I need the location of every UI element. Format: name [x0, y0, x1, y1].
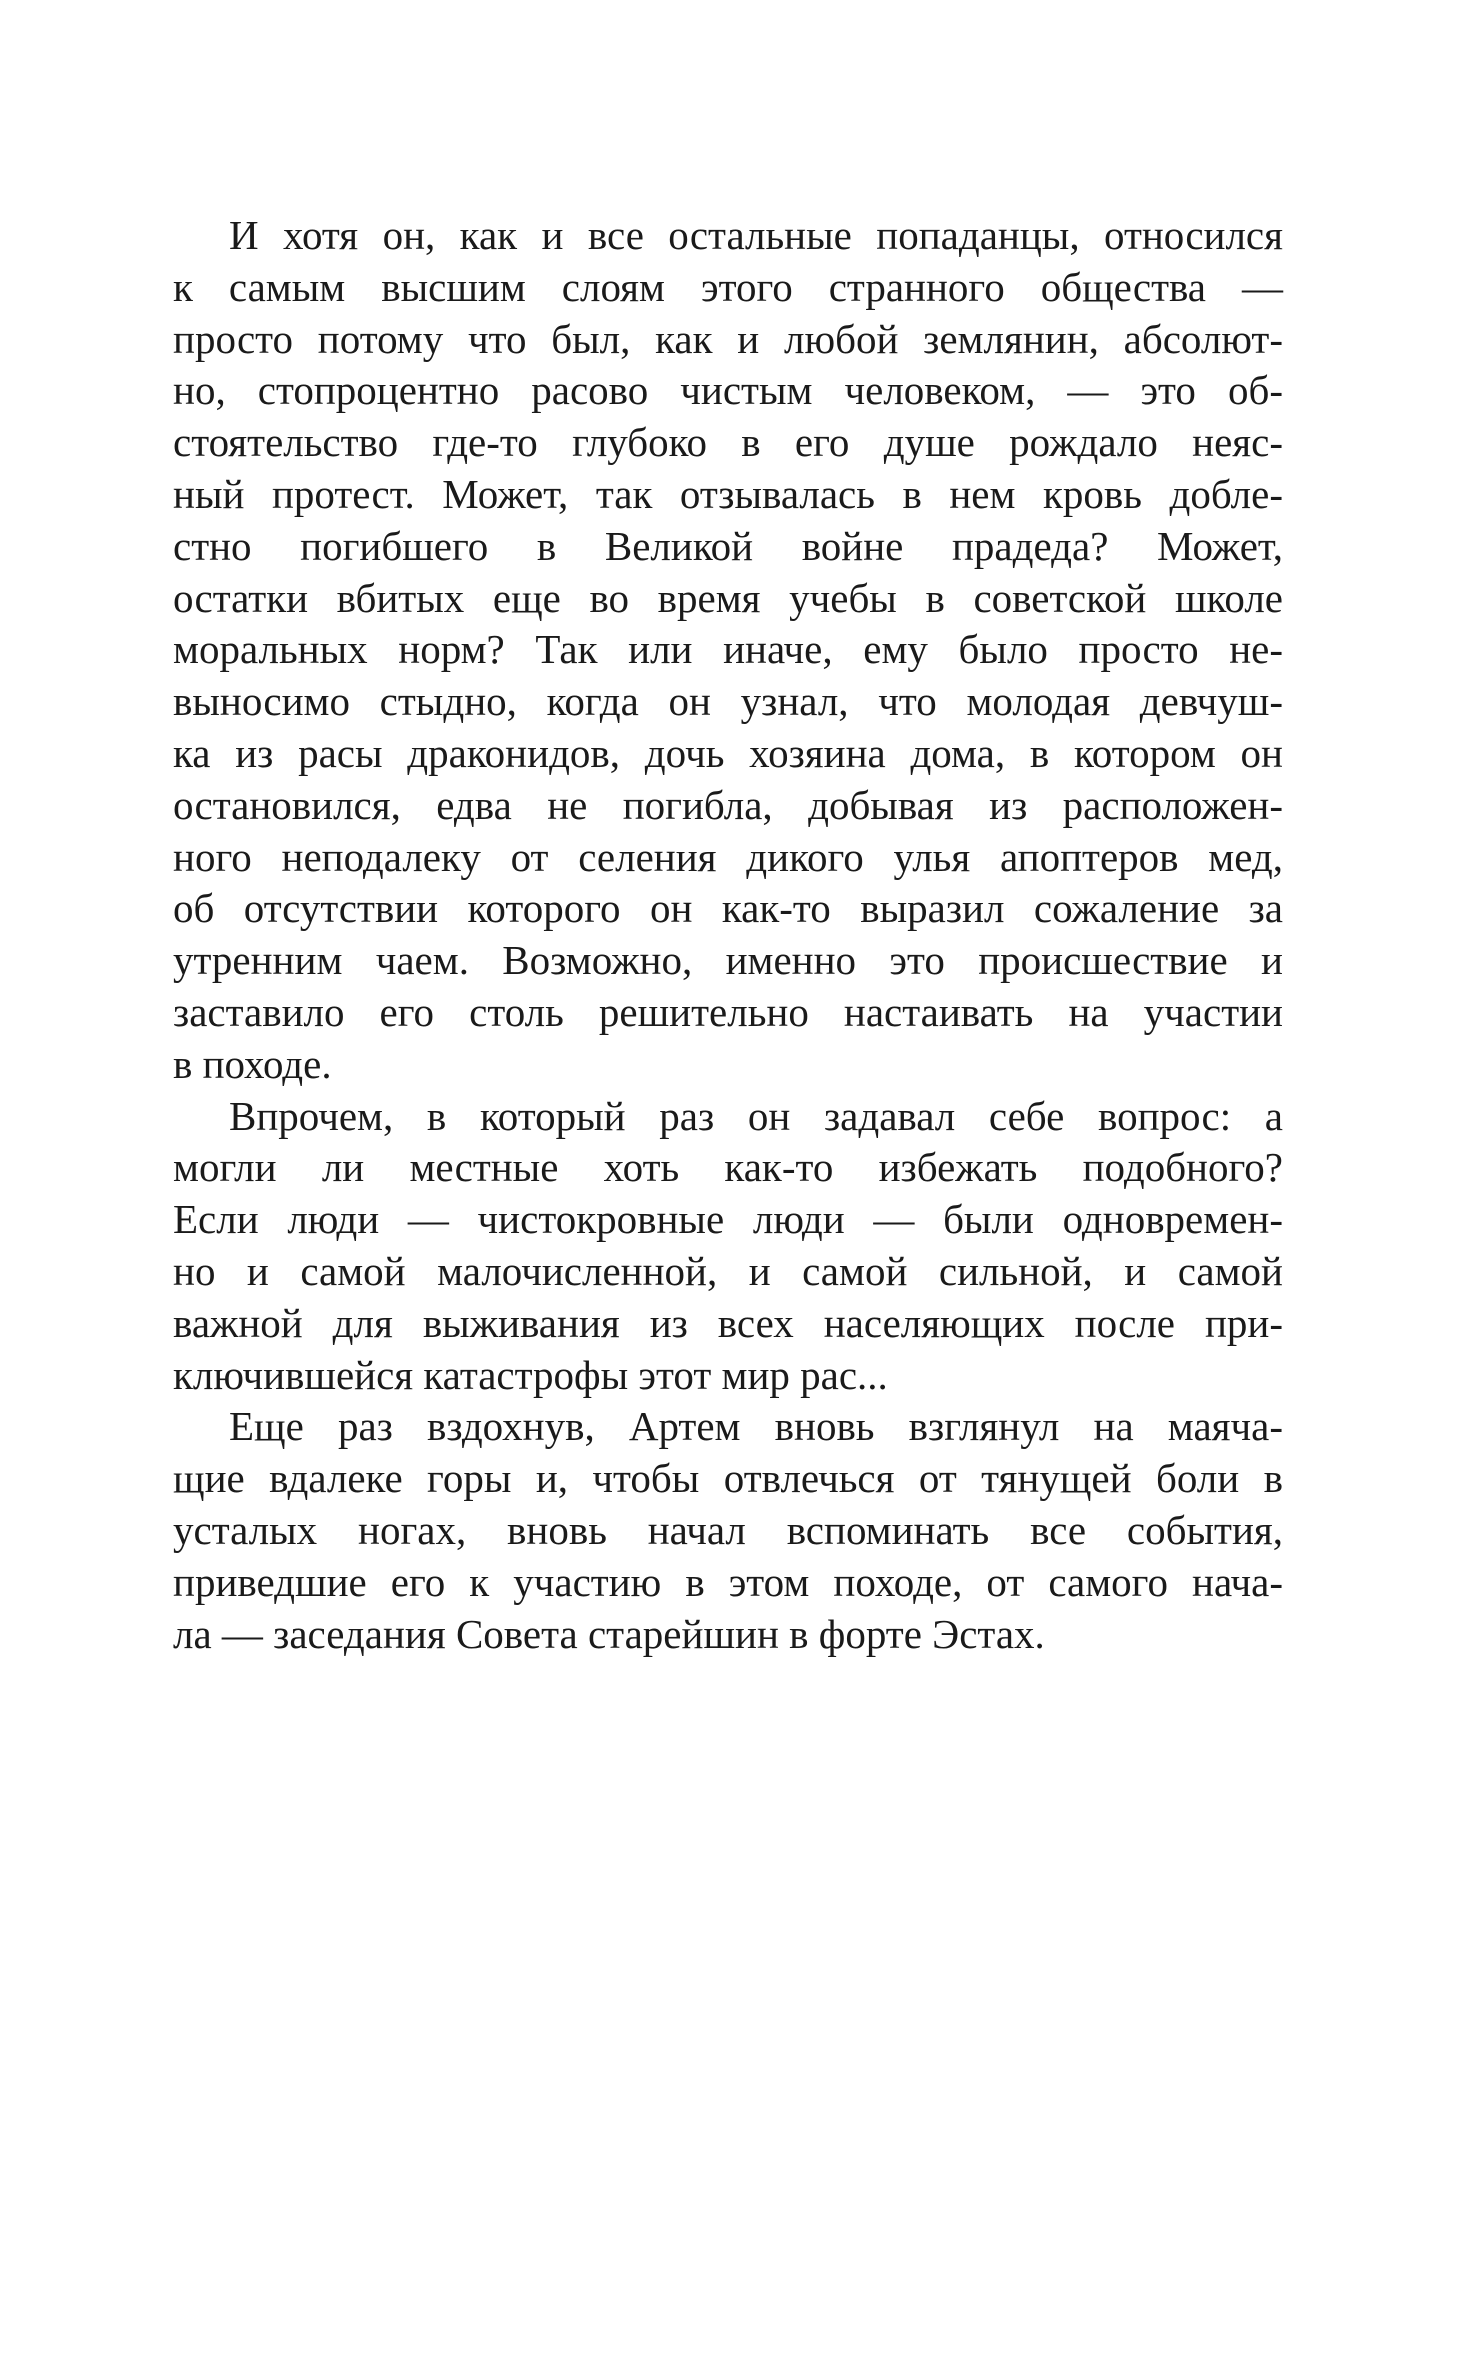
text-line: приведшие его к участию в этом походе, от самого нача-: [173, 1558, 1283, 1605]
text-line: моральных норм? Так или иначе, ему было просто не-: [173, 626, 1283, 673]
text-line: остановился, едва не погибла, добывая из расположен-: [173, 781, 1283, 828]
text-line: усталых ногах, вновь начал вспоминать все события,: [173, 1506, 1283, 1553]
text-line: могли ли местные хоть как-то избежать подобного?: [173, 1144, 1283, 1191]
text-line: И хотя он, как и все остальные попаданцы, относился: [229, 212, 1283, 258]
text-line: ключившейся катастрофы этот мир рас...: [173, 1351, 888, 1398]
text-line: ка из расы драконидов, дочь хозяина дома, в котором он: [173, 729, 1283, 776]
body-text: [173, 210, 1283, 1660]
text-line: к самым высшим слоям этого странного общества —: [173, 263, 1283, 310]
text-line: просто потому что был, как и любой землянин, абсолют-: [173, 315, 1283, 362]
text-line: выносимо стыдно, когда он узнал, что молодая девчуш-: [173, 678, 1283, 725]
text-line: ного неподалеку от селения дикого улья апоптеров мед,: [173, 833, 1283, 880]
paragraph-1: [173, 210, 1283, 1091]
text-line: заставило его столь решительно настаивать на участии: [173, 988, 1283, 1035]
text-line: об отсутствии которого он как-то выразил сожаление за: [173, 885, 1283, 932]
text-line: но и самой малочисленной, и самой сильной, и самой: [173, 1247, 1283, 1294]
text-line: ла — заседания Совета старейшин в форте Эстах.: [173, 1610, 1045, 1657]
text-line: Еще раз вздохнув, Артем вновь взглянул на маяча-: [229, 1403, 1283, 1450]
text-line: ный протест. Может, так отзывалась в нем кровь добле-: [173, 470, 1283, 517]
text-line: в походе.: [173, 1040, 332, 1087]
text-line: Если люди — чистокровные люди — были одновремен-: [173, 1196, 1283, 1243]
paragraph-2: [173, 1091, 1283, 1402]
text-line: стоятельство где-то глубоко в его душе рождало неяс-: [173, 419, 1283, 466]
text-line: но, стопроцентно расово чистым человеком, — это об-: [173, 367, 1283, 414]
paragraph-3: [173, 1401, 1283, 1660]
text-line: щие вдалеке горы и, чтобы отвлечься от тянущей боли в: [173, 1455, 1283, 1502]
text-line: стно погибшего в Великой войне прадеда? Может,: [173, 522, 1283, 569]
text-line: остатки вбитых еще во время учебы в советской школе: [173, 574, 1283, 621]
text-line: Впрочем, в который раз он задавал себе вопрос: а: [229, 1092, 1283, 1139]
text-line: важной для выживания из всех населяющих после при-: [173, 1299, 1283, 1346]
text-line: утренним чаем. Возможно, именно это происшествие и: [173, 937, 1283, 984]
